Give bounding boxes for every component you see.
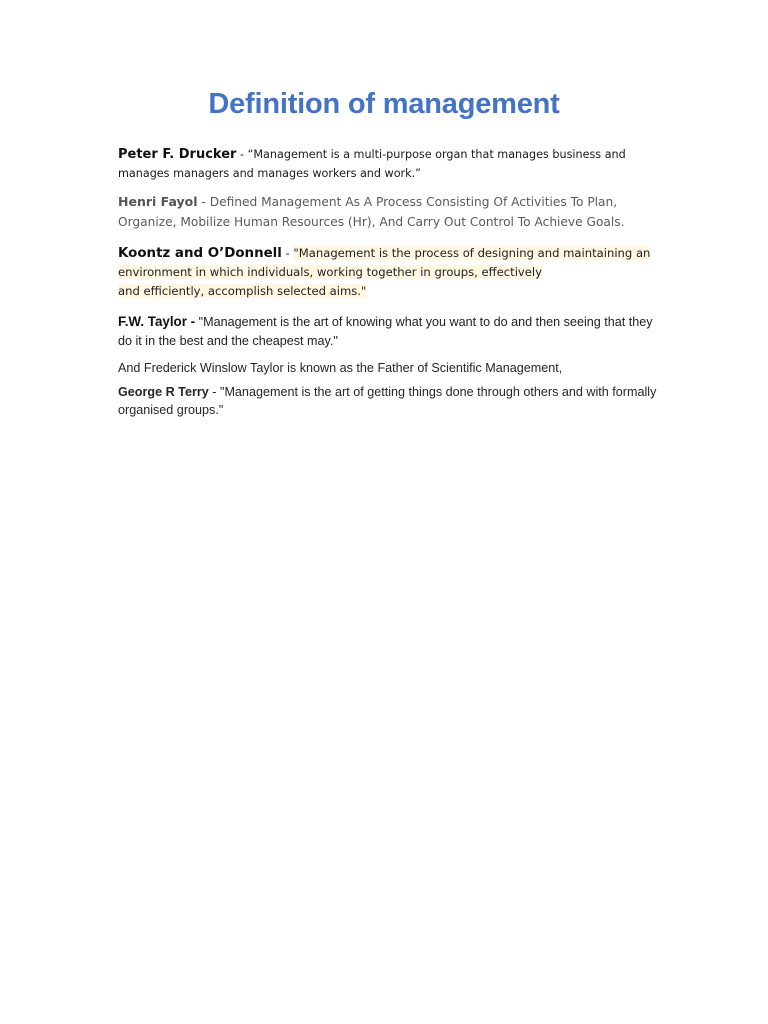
author-name-fayol: Henri Fayol — [118, 194, 198, 209]
author-name-terry: George R Terry — [118, 385, 209, 399]
highlighted-text-line-1: "Management is the process of designing and maintaining an — [293, 246, 651, 260]
highlighted-text-line-3: and efficiently, accomplish selected aims." — [118, 284, 367, 298]
taylor-note: And Frederick Winslow Taylor is known as the Father of Scientific Management, — [118, 361, 563, 375]
separator: - — [208, 385, 220, 399]
definition-drucker — [118, 145, 663, 183]
definition-text-drucker: “Management is a multi-purpose organ that manages business and manages managers and manages workers and work.” — [118, 148, 626, 180]
definition-terry — [118, 384, 663, 419]
definition-text-taylor: "Management is the art of knowing what you want to do and then seeing that they do it in the best and the cheapest may." — [118, 315, 653, 348]
separator: - — [236, 148, 248, 161]
definition-fayol — [118, 192, 663, 232]
highlighted-text-line-2: environment in which individuals, working together in groups, effectively — [118, 265, 542, 279]
definition-text-terry: "Management is the art of getting things done through others and with formally organised groups." — [118, 385, 657, 417]
page-title: Definition of management — [208, 88, 560, 120]
definition-taylor — [118, 313, 663, 350]
author-name-taylor: F.W. Taylor - — [118, 314, 196, 329]
author-name-koontz: Koontz and O’Donnell — [118, 246, 282, 261]
author-name-drucker: Peter F. Drucker — [118, 147, 237, 162]
definition-text-fayol: Defined Management As A Process Consisting Of Activities To Plan, Organize, Mobilize Human Resources (Hr), And Carry Out Control To Achieve Goals. — [118, 195, 625, 229]
separator: - — [197, 195, 210, 209]
separator: - — [281, 246, 294, 260]
definition-koontz — [118, 244, 663, 301]
